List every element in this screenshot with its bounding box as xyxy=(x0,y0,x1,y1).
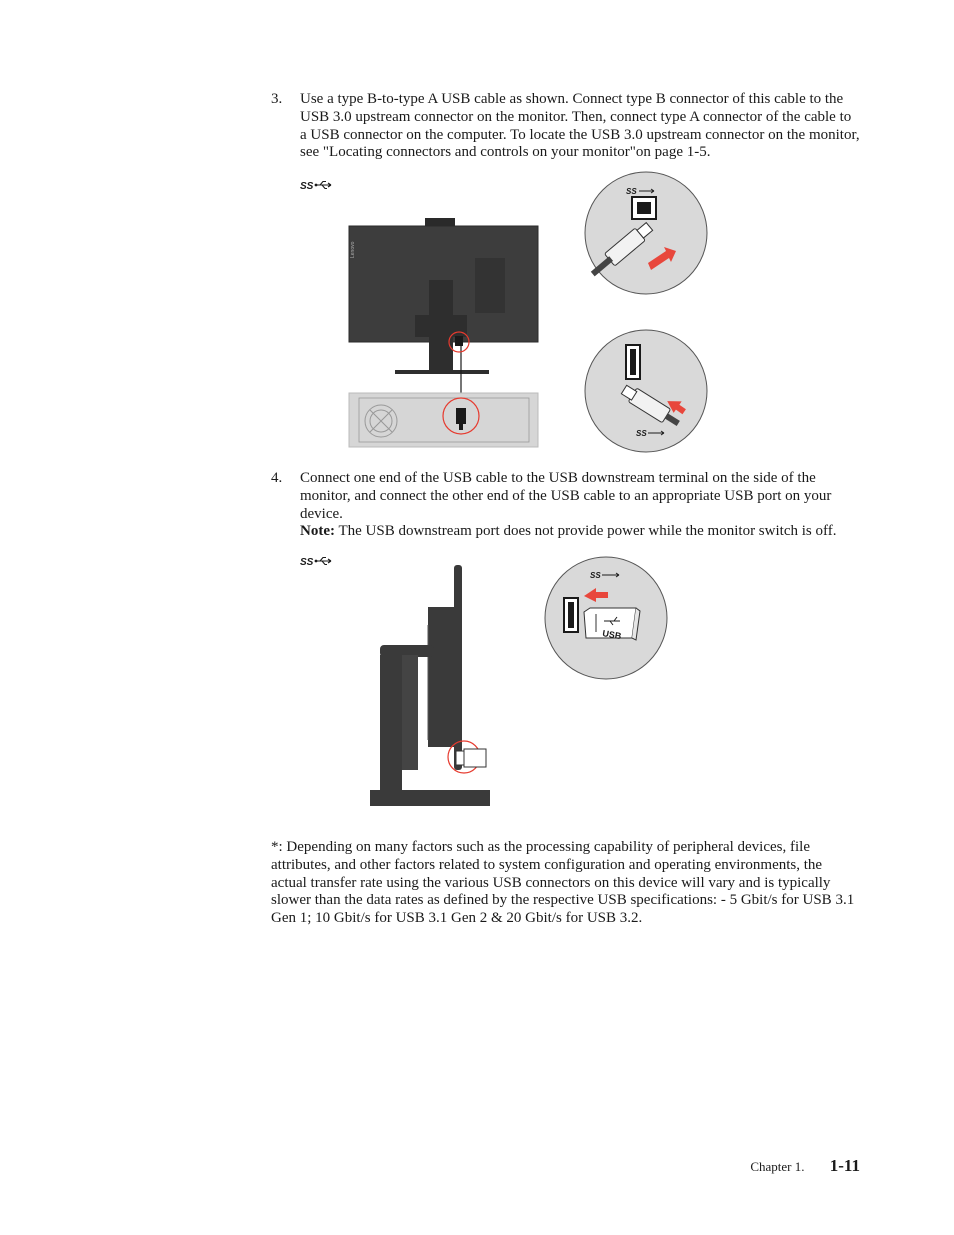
usb-drive-label: USB xyxy=(601,628,623,642)
usb-drive-callout xyxy=(544,556,668,680)
step-4-text xyxy=(300,470,861,541)
callout-ss-label-3: SS xyxy=(590,571,601,580)
callout-ss-label-2: SS xyxy=(636,429,647,438)
type-a-callout xyxy=(584,329,709,454)
page-footer xyxy=(750,1156,860,1176)
callout-ss-label: SS xyxy=(626,187,637,196)
step-4-number: 4. xyxy=(271,470,283,486)
usb-superspeed-icon xyxy=(300,179,334,191)
step-3-number: 3. xyxy=(271,91,283,107)
step-3 xyxy=(271,91,861,162)
usb-ss-logo-text-2: SS xyxy=(300,557,314,568)
monitor-front-figure xyxy=(345,218,540,450)
step-3-text: Use a type B-to-type A USB cable as shown. Connect type B connector of this cable to the USB 3.0 upstream connector on the monitor. Then, connect type A connector of the cable to a USB connector on the computer. To locate the USB 3.0 upstream connector on the monitor, see "Locating connectors and controls on your monitor"on page 1-5. xyxy=(300,91,860,161)
usb-ss-logo-text: SS xyxy=(300,181,314,192)
step-4 xyxy=(271,470,861,541)
page-number: 1-11 xyxy=(829,1156,860,1175)
brand-label: Lenovo xyxy=(350,241,356,258)
footnote: *: Depending on many factors such as the processing capability of peripheral devices, file attributes, and other factors related to system configuration and operating environments, the actual transfer rate using the various USB connectors on this device will vary and is typically slower than the data rates as defined by the respective USB specifications: - 5 Gbit/s for USB 3.1 Gen 1; 10 Gbit/s for USB 3.1 Gen 2 & 20 Gbit/s for USB 3.2. xyxy=(271,839,855,927)
usb-superspeed-icon xyxy=(300,555,334,567)
note-text: The USB downstream port does not provide power while the monitor switch is off. xyxy=(334,523,837,540)
chapter-label: Chapter 1. xyxy=(750,1159,805,1174)
note-label: Note: xyxy=(300,523,335,540)
step-4-body: Connect one end of the USB cable to the USB downstream terminal on the side of the monitor, and connect the other end of the USB cable to an appropriate USB port on your device. xyxy=(300,470,832,522)
type-b-callout xyxy=(584,171,709,296)
monitor-side-figure xyxy=(366,565,496,807)
